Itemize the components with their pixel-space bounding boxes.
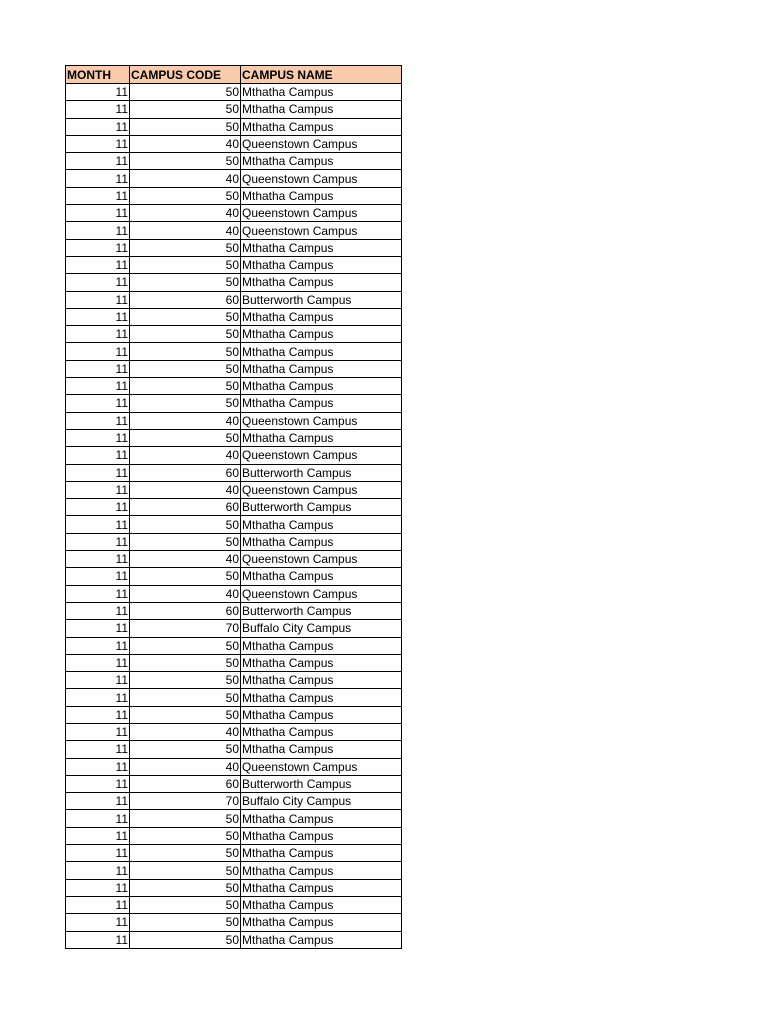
cell-campus-code[interactable]: 50 <box>130 429 241 446</box>
table-row <box>66 585 402 602</box>
table-row <box>66 533 402 550</box>
cell-month[interactable]: 11 <box>66 499 130 516</box>
cell-campus-name[interactable]: Mthatha Campus <box>241 326 402 343</box>
cell-month[interactable]: 11 <box>66 291 130 308</box>
cell-campus-name[interactable]: Mthatha Campus <box>241 274 402 291</box>
cell-month[interactable]: 11 <box>66 758 130 775</box>
cell-month[interactable]: 11 <box>66 862 130 879</box>
cell-campus-code[interactable]: 50 <box>130 360 241 377</box>
cell-campus-name[interactable]: Queenstown Campus <box>241 447 402 464</box>
cell-month[interactable]: 11 <box>66 620 130 637</box>
cell-campus-name[interactable]: Mthatha Campus <box>241 118 402 135</box>
cell-campus-name[interactable]: Butterworth Campus <box>241 775 402 792</box>
cell-month[interactable]: 11 <box>66 256 130 273</box>
cell-campus-code[interactable]: 50 <box>130 101 241 118</box>
cell-month[interactable]: 11 <box>66 654 130 671</box>
cell-campus-code[interactable]: 50 <box>130 862 241 879</box>
table-row <box>66 741 402 758</box>
cell-month[interactable]: 11 <box>66 464 130 481</box>
cell-campus-code[interactable]: 50 <box>130 308 241 325</box>
cell-campus-name[interactable]: Mthatha Campus <box>241 672 402 689</box>
cell-campus-name[interactable]: Mthatha Campus <box>241 896 402 913</box>
table-row <box>66 326 402 343</box>
table-row <box>66 568 402 585</box>
cell-campus-name[interactable]: Queenstown Campus <box>241 551 402 568</box>
cell-campus-name[interactable]: Mthatha Campus <box>241 689 402 706</box>
cell-campus-code[interactable]: 50 <box>130 654 241 671</box>
cell-month[interactable]: 11 <box>66 775 130 792</box>
table-row <box>66 135 402 152</box>
cell-month[interactable]: 11 <box>66 429 130 446</box>
cell-month[interactable]: 11 <box>66 706 130 723</box>
table-row <box>66 810 402 827</box>
cell-campus-name[interactable]: Mthatha Campus <box>241 343 402 360</box>
cell-campus-name[interactable]: Mthatha Campus <box>241 256 402 273</box>
cell-campus-code[interactable]: 50 <box>130 326 241 343</box>
cell-month[interactable]: 11 <box>66 135 130 152</box>
table-row <box>66 412 402 429</box>
cell-month[interactable]: 11 <box>66 879 130 896</box>
cell-campus-code[interactable]: 40 <box>130 723 241 740</box>
cell-campus-name[interactable]: Mthatha Campus <box>241 637 402 654</box>
cell-campus-name[interactable]: Mthatha Campus <box>241 845 402 862</box>
cell-campus-code[interactable]: 50 <box>130 741 241 758</box>
table-row <box>66 447 402 464</box>
cell-month[interactable]: 11 <box>66 412 130 429</box>
cell-campus-code[interactable]: 50 <box>130 343 241 360</box>
cell-month[interactable]: 11 <box>66 378 130 395</box>
cell-campus-code[interactable]: 40 <box>130 481 241 498</box>
table-row <box>66 654 402 671</box>
cell-month[interactable]: 11 <box>66 723 130 740</box>
table-row <box>66 291 402 308</box>
table-row <box>66 360 402 377</box>
table-row <box>66 378 402 395</box>
cell-campus-name[interactable]: Mthatha Campus <box>241 378 402 395</box>
cell-month[interactable]: 11 <box>66 637 130 654</box>
cell-campus-code[interactable]: 50 <box>130 914 241 931</box>
cell-campus-name[interactable]: Mthatha Campus <box>241 741 402 758</box>
cell-campus-code[interactable]: 50 <box>130 931 241 948</box>
cell-campus-code[interactable]: 50 <box>130 810 241 827</box>
table-row <box>66 914 402 931</box>
table-row <box>66 827 402 844</box>
cell-campus-name[interactable]: Queenstown Campus <box>241 170 402 187</box>
cell-campus-code[interactable]: 50 <box>130 827 241 844</box>
cell-campus-name[interactable]: Mthatha Campus <box>241 654 402 671</box>
cell-month[interactable]: 11 <box>66 84 130 101</box>
table-row <box>66 931 402 948</box>
table-row <box>66 84 402 101</box>
cell-campus-code[interactable]: 50 <box>130 896 241 913</box>
cell-campus-name[interactable]: Butterworth Campus <box>241 464 402 481</box>
cell-campus-code[interactable]: 50 <box>130 378 241 395</box>
table-row <box>66 723 402 740</box>
cell-campus-code[interactable]: 40 <box>130 170 241 187</box>
table-row <box>66 706 402 723</box>
table-row <box>66 118 402 135</box>
cell-campus-code[interactable]: 40 <box>130 758 241 775</box>
cell-campus-name[interactable]: Mthatha Campus <box>241 706 402 723</box>
cell-campus-code[interactable]: 50 <box>130 672 241 689</box>
cell-campus-name[interactable]: Mthatha Campus <box>241 395 402 412</box>
cell-campus-code[interactable]: 50 <box>130 239 241 256</box>
cell-campus-code[interactable]: 60 <box>130 602 241 619</box>
cell-month[interactable]: 11 <box>66 551 130 568</box>
table-row <box>66 153 402 170</box>
table-row <box>66 170 402 187</box>
cell-month[interactable]: 11 <box>66 187 130 204</box>
cell-month[interactable]: 11 <box>66 845 130 862</box>
cell-month[interactable]: 11 <box>66 931 130 948</box>
cell-campus-name[interactable]: Queenstown Campus <box>241 758 402 775</box>
table-row <box>66 222 402 239</box>
cell-campus-code[interactable]: 40 <box>130 585 241 602</box>
cell-month[interactable]: 11 <box>66 239 130 256</box>
cell-campus-name[interactable]: Queenstown Campus <box>241 205 402 222</box>
table-row <box>66 602 402 619</box>
campus-table <box>65 65 402 949</box>
cell-month[interactable]: 11 <box>66 602 130 619</box>
cell-campus-code[interactable]: 70 <box>130 793 241 810</box>
cell-campus-name[interactable]: Mthatha Campus <box>241 827 402 844</box>
cell-campus-name[interactable]: Butterworth Campus <box>241 499 402 516</box>
cell-month[interactable]: 11 <box>66 481 130 498</box>
cell-campus-code[interactable]: 60 <box>130 464 241 481</box>
cell-campus-name[interactable]: Mthatha Campus <box>241 516 402 533</box>
cell-month[interactable]: 11 <box>66 896 130 913</box>
cell-campus-code[interactable]: 60 <box>130 291 241 308</box>
table-row <box>66 775 402 792</box>
cell-month[interactable]: 11 <box>66 153 130 170</box>
cell-campus-code[interactable]: 50 <box>130 533 241 550</box>
cell-campus-code[interactable]: 60 <box>130 775 241 792</box>
cell-campus-code[interactable]: 50 <box>130 568 241 585</box>
cell-month[interactable]: 11 <box>66 360 130 377</box>
cell-campus-code[interactable]: 50 <box>130 187 241 204</box>
table-row <box>66 499 402 516</box>
table-row <box>66 101 402 118</box>
cell-campus-name[interactable]: Queenstown Campus <box>241 135 402 152</box>
cell-month[interactable]: 11 <box>66 118 130 135</box>
table-row <box>66 862 402 879</box>
cell-campus-name[interactable]: Mthatha Campus <box>241 931 402 948</box>
cell-campus-code[interactable]: 40 <box>130 205 241 222</box>
cell-campus-code[interactable]: 50 <box>130 256 241 273</box>
cell-campus-name[interactable]: Mthatha Campus <box>241 187 402 204</box>
header-campus-name[interactable]: CAMPUS NAME <box>241 66 402 84</box>
table-row <box>66 205 402 222</box>
cell-campus-name[interactable]: Mthatha Campus <box>241 84 402 101</box>
cell-campus-code[interactable]: 50 <box>130 274 241 291</box>
cell-campus-name[interactable]: Queenstown Campus <box>241 412 402 429</box>
header-campus-code[interactable]: CAMPUS CODE <box>130 66 241 84</box>
cell-campus-name[interactable]: Queenstown Campus <box>241 481 402 498</box>
cell-campus-name[interactable]: Mthatha Campus <box>241 308 402 325</box>
cell-campus-code[interactable]: 50 <box>130 879 241 896</box>
table-row <box>66 187 402 204</box>
table-row <box>66 343 402 360</box>
table-row <box>66 464 402 481</box>
cell-month[interactable]: 11 <box>66 672 130 689</box>
cell-campus-name[interactable]: Mthatha Campus <box>241 533 402 550</box>
cell-month[interactable]: 11 <box>66 793 130 810</box>
cell-campus-code[interactable]: 50 <box>130 516 241 533</box>
cell-campus-code[interactable]: 40 <box>130 135 241 152</box>
cell-campus-code[interactable]: 40 <box>130 412 241 429</box>
table-row <box>66 758 402 775</box>
cell-month[interactable]: 11 <box>66 308 130 325</box>
header-month[interactable]: MONTH <box>66 66 130 84</box>
cell-month[interactable]: 11 <box>66 516 130 533</box>
cell-campus-name[interactable]: Mthatha Campus <box>241 879 402 896</box>
table-row <box>66 620 402 637</box>
cell-month[interactable]: 11 <box>66 205 130 222</box>
cell-campus-name[interactable]: Mthatha Campus <box>241 568 402 585</box>
cell-month[interactable]: 11 <box>66 741 130 758</box>
cell-campus-name[interactable]: Queenstown Campus <box>241 585 402 602</box>
cell-campus-code[interactable]: 70 <box>130 620 241 637</box>
cell-campus-name[interactable]: Mthatha Campus <box>241 723 402 740</box>
cell-campus-code[interactable]: 40 <box>130 222 241 239</box>
table-row <box>66 672 402 689</box>
cell-month[interactable]: 11 <box>66 326 130 343</box>
header-row <box>66 66 402 84</box>
cell-month[interactable]: 11 <box>66 914 130 931</box>
cell-campus-name[interactable]: Butterworth Campus <box>241 291 402 308</box>
cell-campus-code[interactable]: 50 <box>130 689 241 706</box>
table-row <box>66 845 402 862</box>
cell-campus-name[interactable]: Butterworth Campus <box>241 602 402 619</box>
cell-campus-name[interactable]: Mthatha Campus <box>241 862 402 879</box>
cell-campus-name[interactable]: Mthatha Campus <box>241 429 402 446</box>
table-row <box>66 793 402 810</box>
cell-campus-code[interactable]: 40 <box>130 551 241 568</box>
cell-campus-code[interactable]: 50 <box>130 845 241 862</box>
table-row <box>66 516 402 533</box>
cell-month[interactable]: 11 <box>66 585 130 602</box>
table-row <box>66 395 402 412</box>
table-row <box>66 239 402 256</box>
cell-month[interactable]: 11 <box>66 568 130 585</box>
cell-month[interactable]: 11 <box>66 343 130 360</box>
cell-month[interactable]: 11 <box>66 101 130 118</box>
cell-campus-name[interactable]: Buffalo City Campus <box>241 620 402 637</box>
cell-campus-name[interactable]: Mthatha Campus <box>241 239 402 256</box>
table-row <box>66 637 402 654</box>
table-row <box>66 879 402 896</box>
cell-campus-code[interactable]: 50 <box>130 153 241 170</box>
cell-campus-name[interactable]: Buffalo City Campus <box>241 793 402 810</box>
table-row <box>66 896 402 913</box>
table-row <box>66 429 402 446</box>
cell-month[interactable]: 11 <box>66 222 130 239</box>
cell-campus-code[interactable]: 50 <box>130 84 241 101</box>
table-row <box>66 308 402 325</box>
table-row <box>66 689 402 706</box>
table-row <box>66 551 402 568</box>
cell-campus-code[interactable]: 40 <box>130 447 241 464</box>
cell-campus-code[interactable]: 50 <box>130 706 241 723</box>
cell-campus-code[interactable]: 50 <box>130 395 241 412</box>
cell-campus-name[interactable]: Mthatha Campus <box>241 101 402 118</box>
cell-campus-name[interactable]: Mthatha Campus <box>241 360 402 377</box>
cell-month[interactable]: 11 <box>66 689 130 706</box>
table-row <box>66 274 402 291</box>
table-row <box>66 481 402 498</box>
table-body <box>66 84 402 949</box>
cell-campus-name[interactable]: Mthatha Campus <box>241 153 402 170</box>
cell-month[interactable]: 11 <box>66 533 130 550</box>
cell-campus-code[interactable]: 50 <box>130 118 241 135</box>
cell-month[interactable]: 11 <box>66 447 130 464</box>
cell-month[interactable]: 11 <box>66 274 130 291</box>
cell-campus-name[interactable]: Mthatha Campus <box>241 914 402 931</box>
cell-month[interactable]: 11 <box>66 395 130 412</box>
table-row <box>66 256 402 273</box>
cell-campus-name[interactable]: Queenstown Campus <box>241 222 402 239</box>
cell-campus-name[interactable]: Mthatha Campus <box>241 810 402 827</box>
cell-month[interactable]: 11 <box>66 170 130 187</box>
cell-month[interactable]: 11 <box>66 810 130 827</box>
cell-campus-code[interactable]: 50 <box>130 637 241 654</box>
cell-month[interactable]: 11 <box>66 827 130 844</box>
cell-campus-code[interactable]: 60 <box>130 499 241 516</box>
table-header <box>66 66 402 84</box>
